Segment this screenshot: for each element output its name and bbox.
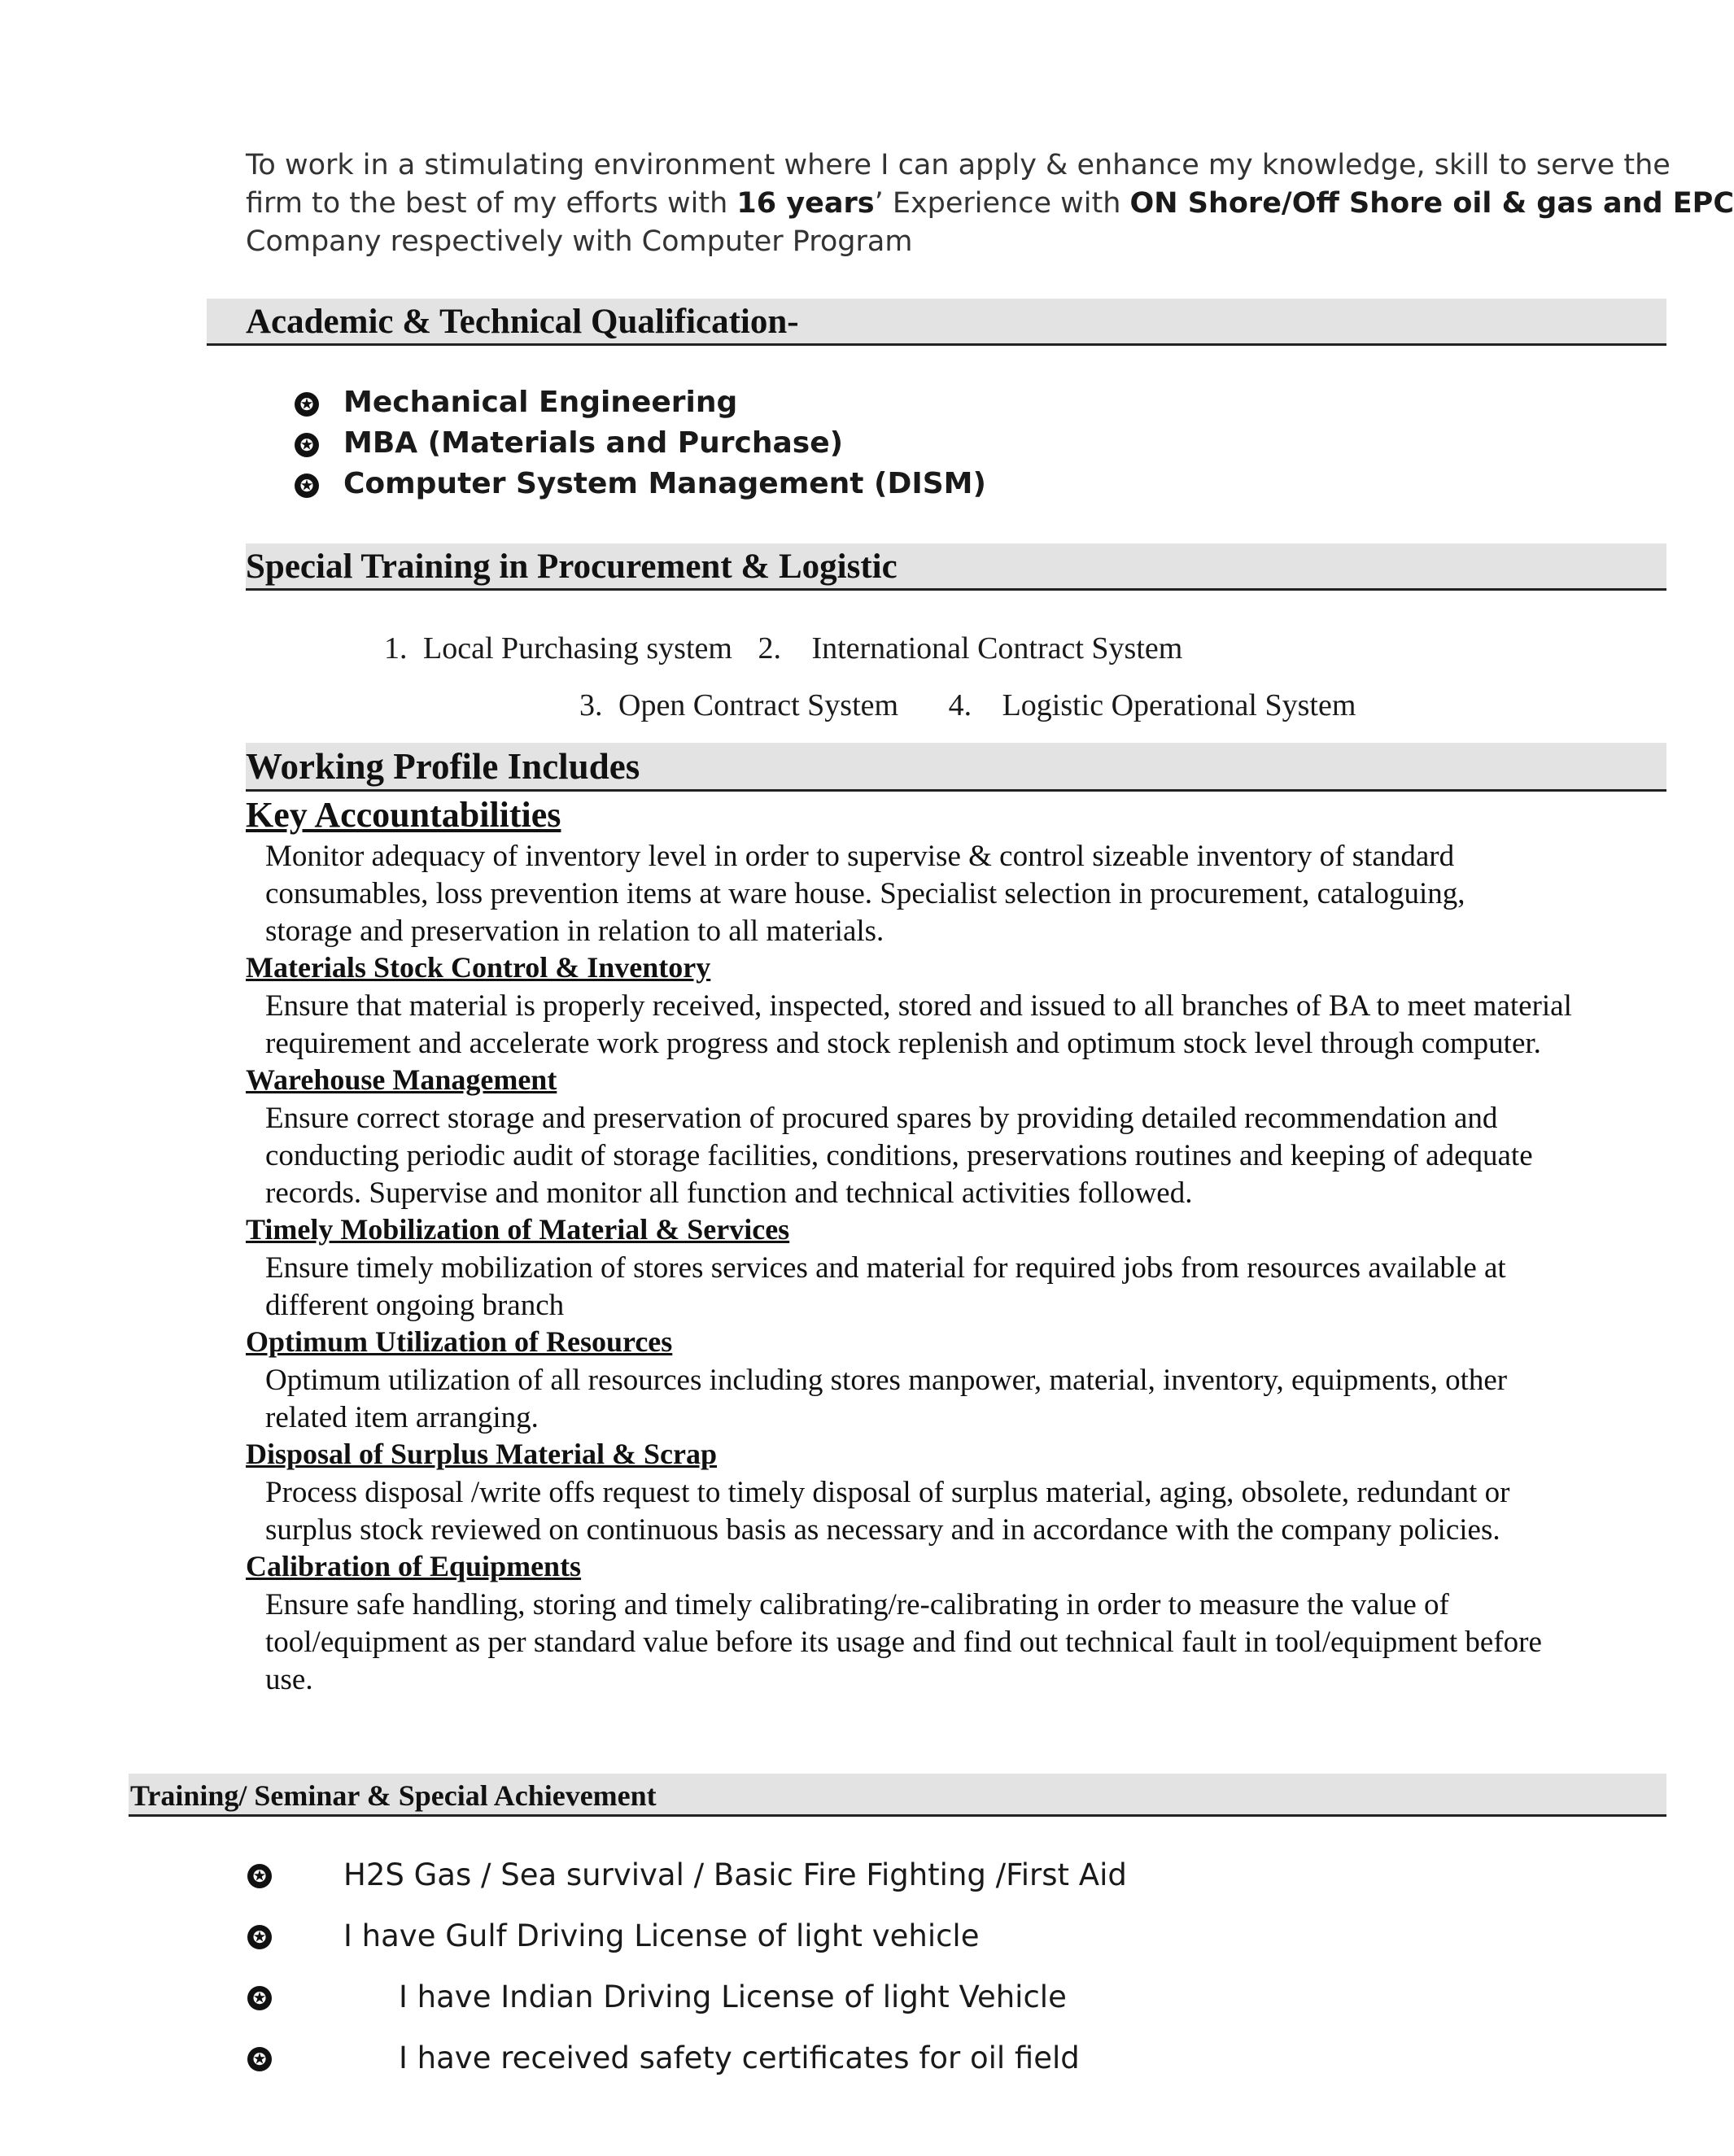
training-number: 4. bbox=[948, 688, 972, 722]
qualification-label: Mechanical Engineering bbox=[343, 386, 738, 419]
star-bullet-icon: ✪ bbox=[247, 2047, 272, 2071]
star-bullet-icon: ✪ bbox=[247, 1925, 272, 1949]
objective-line-2 bbox=[246, 185, 1734, 223]
industry-highlight: ON Shore/Off Shore oil & gas and EPC bbox=[1129, 187, 1734, 220]
key-accountabilities-heading: Key Accountabilities bbox=[246, 795, 561, 835]
optimum-utilization-text: Optimum utilization of all resources including stores manpower, material, inventory, equipments, other related item arranging. bbox=[265, 1364, 1508, 1434]
academic-section-header bbox=[207, 299, 1666, 346]
special-training-section-header bbox=[246, 543, 1666, 591]
achievements-heading: Training/ Seminar & Special Achievement bbox=[130, 1779, 657, 1812]
warehouse-management-text: Ensure correct storage and preservation of procured spares by providing detailed recommendation and conducting periodic audit of storage facilities, conditions, preservations routines and keeping of adequate records. Supervise and monitor all function and technical activities followed. bbox=[265, 1102, 1533, 1210]
star-bullet-icon: ✪ bbox=[295, 474, 319, 498]
working-profile-section-header bbox=[246, 743, 1666, 792]
qualification-label: Computer System Management (DISM) bbox=[343, 467, 986, 500]
special-training-heading: Special Training in Procurement & Logistic bbox=[246, 548, 898, 586]
key-accountabilities-text: Monitor adequacy of inventory level in order to supervise & control sizeable inventory of standard consumables, loss prevention items at ware house. Specialist selection in procurement, cataloguing, storage and preservation in relation to all materials. bbox=[265, 840, 1465, 948]
star-bullet-icon: ✪ bbox=[247, 1986, 272, 2010]
achievement-label: I have received safety certificates for oil field bbox=[399, 2040, 1080, 2075]
calibration-text: Ensure safe handling, storing and timely calibrating/re-calibrating in order to measure the value of tool/equipment as per standard value before its usage and find out technical fault in tool/equipment before use. bbox=[265, 1588, 1542, 1696]
star-bullet-icon: ✪ bbox=[295, 433, 319, 457]
objective-paragraph bbox=[246, 146, 1734, 261]
training-label: Logistic Operational System bbox=[1002, 688, 1356, 722]
training-row-1 bbox=[384, 631, 1182, 666]
achievement-label: H2S Gas / Sea survival / Basic Fire Fighting /First Aid bbox=[343, 1857, 1127, 1892]
training-label: Local Purchasing system bbox=[423, 631, 732, 666]
achievement-label: I have Indian Driving License of light Vehicle bbox=[399, 1979, 1067, 2014]
surplus-disposal-heading: Disposal of Surplus Material & Scrap bbox=[246, 1438, 718, 1470]
academic-heading: Academic & Technical Qualification- bbox=[246, 303, 799, 341]
training-number: 1. bbox=[384, 631, 408, 666]
achievements-section-header bbox=[129, 1774, 1666, 1817]
working-profile-heading: Working Profile Includes bbox=[246, 746, 640, 787]
qualification-label: MBA (Materials and Purchase) bbox=[343, 426, 844, 460]
stock-control-heading: Materials Stock Control & Inventory bbox=[246, 951, 711, 984]
objective-line-1: To work in a stimulating environment where I can apply & enhance my knowledge, skill to serve the bbox=[246, 149, 1671, 181]
warehouse-management-heading: Warehouse Management bbox=[246, 1063, 557, 1096]
timely-mobilization-heading: Timely Mobilization of Material & Services bbox=[246, 1213, 790, 1246]
training-label: International Contract System bbox=[811, 631, 1183, 666]
training-label: Open Contract System bbox=[618, 688, 899, 722]
objective-text: ’ Experience with bbox=[874, 187, 1130, 220]
star-bullet-icon: ✪ bbox=[247, 1864, 272, 1888]
training-number: 3. bbox=[579, 688, 603, 722]
surplus-disposal-text: Process disposal /write offs request to timely disposal of surplus material, aging, obsolete, redundant or surplus stock reviewed on continuous basis as necessary and in accordance with the company policies. bbox=[265, 1476, 1510, 1547]
stock-control-text: Ensure that material is properly received, inspected, stored and issued to all branches of BA to meet material requirement and accelerate work progress and stock replenish and optimum stock level through computer. bbox=[265, 989, 1572, 1060]
experience-years: 16 years bbox=[736, 187, 875, 220]
achievement-label: I have Gulf Driving License of light vehicle bbox=[343, 1918, 980, 1953]
timely-mobilization-text: Ensure timely mobilization of stores services and material for required jobs from resources available at different ongoing branch bbox=[265, 1251, 1506, 1322]
optimum-utilization-heading: Optimum Utilization of Resources bbox=[246, 1325, 673, 1358]
calibration-heading: Calibration of Equipments bbox=[246, 1550, 582, 1582]
objective-line-3: Company respectively with Computer Program bbox=[246, 225, 913, 258]
objective-text: firm to the best of my efforts with bbox=[246, 187, 737, 220]
training-row-2 bbox=[579, 687, 1356, 723]
star-bullet-icon: ✪ bbox=[295, 392, 319, 417]
training-number: 2. bbox=[758, 631, 781, 666]
